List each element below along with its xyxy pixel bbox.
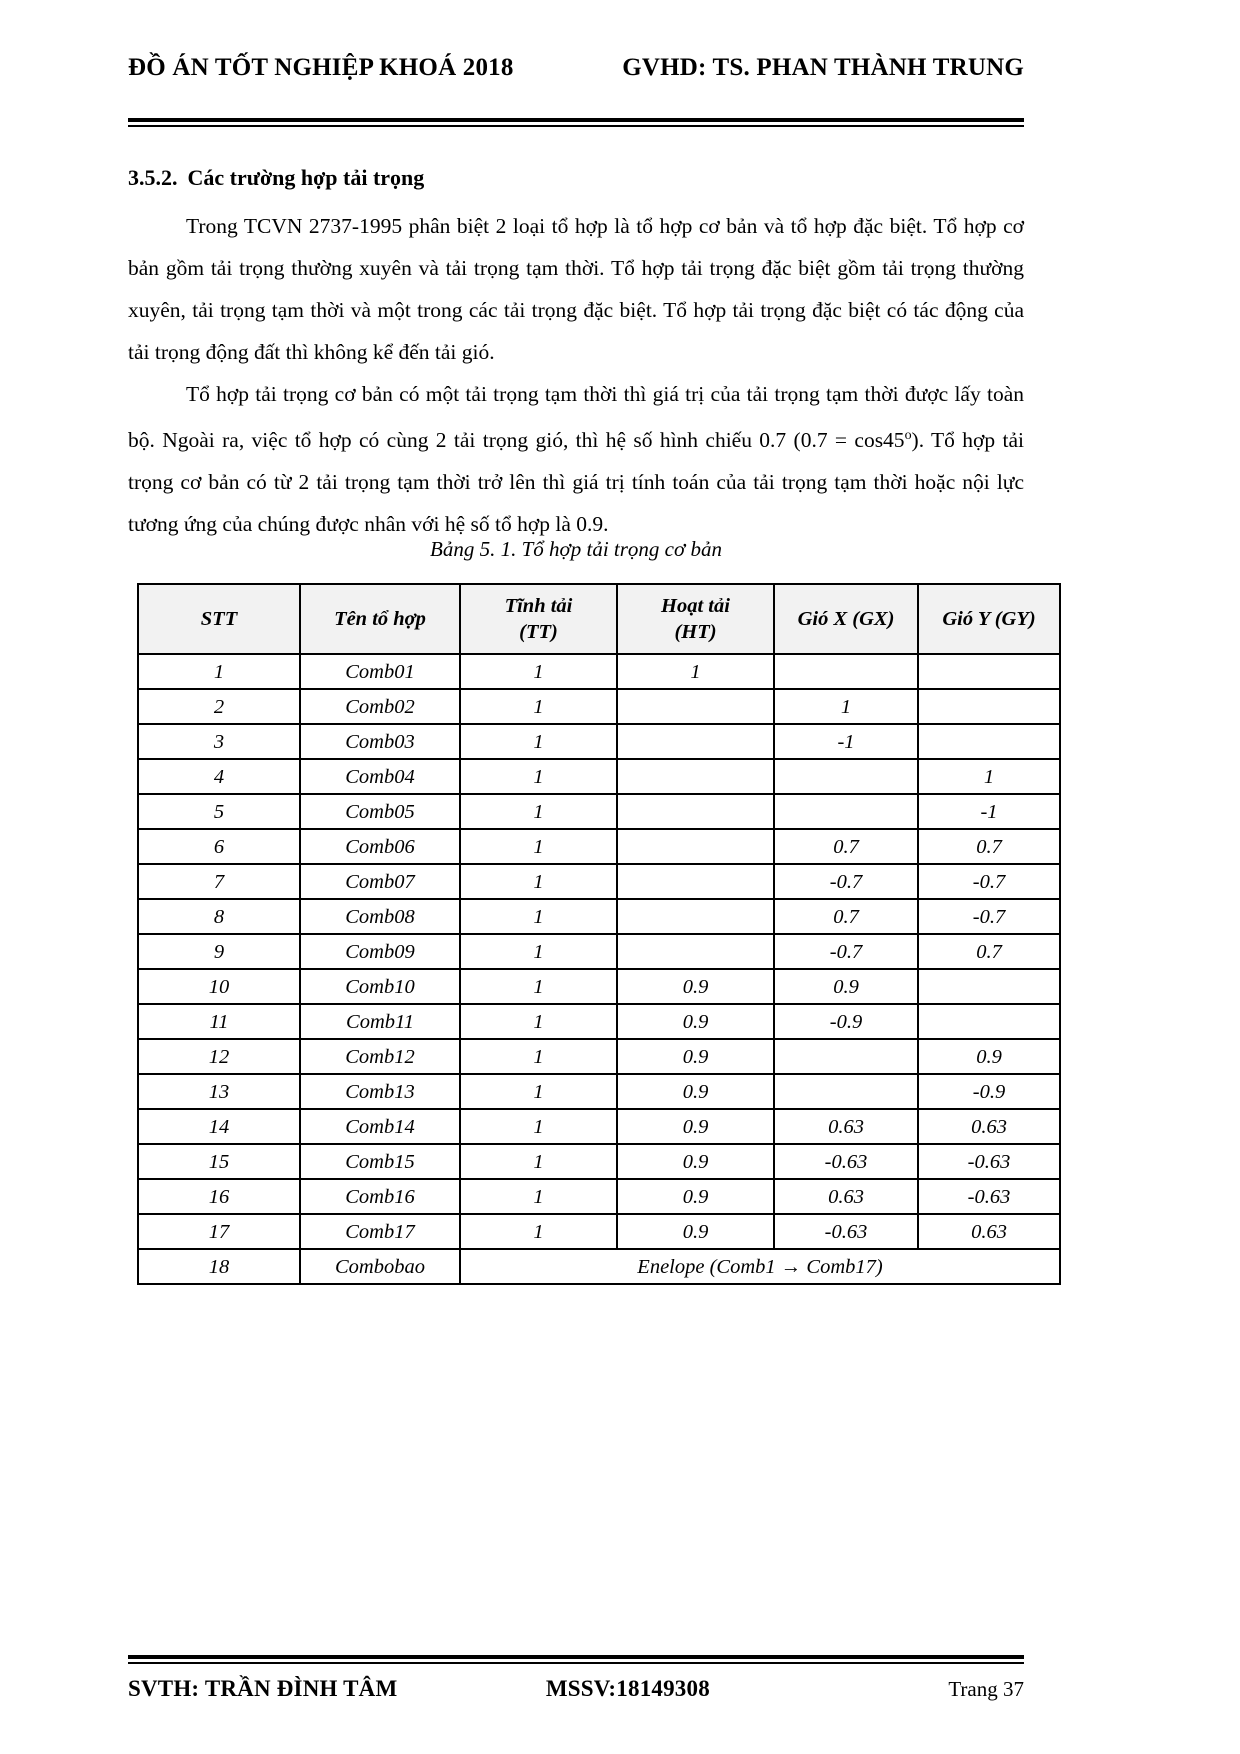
table-row — [138, 1214, 1060, 1249]
cell-ht: 0.9 — [617, 1074, 774, 1109]
cell-gx — [774, 654, 918, 689]
cell-ht — [617, 934, 774, 969]
table-caption: Bảng 5. 1. Tổ hợp tải trọng cơ bản — [430, 537, 722, 561]
paragraph-2-part1: Tổ hợp tải trọng cơ bản có một tải trọng tạm thời thì giá trị của tải trọng tạm thời được lấy toàn bộ. Ngoài ra, việc tổ hợp có cùng 2 tải trọng gió, thì hệ số hình chiếu 0.7 (0.7 = cos45 — [128, 382, 1024, 453]
table-header-row — [138, 584, 1060, 654]
cell-gy: -0.9 — [918, 1074, 1060, 1109]
cell-gy: 0.7 — [918, 829, 1060, 864]
cell-gx: -1 — [774, 724, 918, 759]
section-title: Các trường hợp tải trọng — [187, 165, 425, 190]
cell-ht — [617, 864, 774, 899]
cell-ten: Comb05 — [300, 794, 460, 829]
cell-gy: -0.7 — [918, 899, 1060, 934]
cell-ht: 1 — [617, 654, 774, 689]
cell-ht — [617, 759, 774, 794]
cell-ht: 0.9 — [617, 969, 774, 1004]
cell-stt: 15 — [138, 1144, 300, 1179]
table-row — [138, 899, 1060, 934]
table-row — [138, 689, 1060, 724]
cell-ht: 0.9 — [617, 1004, 774, 1039]
column-header-ten-line1: Tên tổ hợp — [334, 608, 426, 630]
cell-ht — [617, 689, 774, 724]
cell-ten: Comb09 — [300, 934, 460, 969]
cell-ht: 0.9 — [617, 1144, 774, 1179]
cell-gy — [918, 969, 1060, 1004]
cell-gy: -0.7 — [918, 864, 1060, 899]
cell-tt: 1 — [460, 899, 617, 934]
cell-tt: 1 — [460, 1214, 617, 1249]
header-right-text: GVHD: TS. PHAN THÀNH TRUNG — [622, 54, 1024, 81]
cell-gx: 0.63 — [774, 1179, 918, 1214]
table-row — [138, 1109, 1060, 1144]
cell-ht — [617, 724, 774, 759]
cell-ht: 0.9 — [617, 1179, 774, 1214]
cell-gx: 0.7 — [774, 899, 918, 934]
cell-ten: Comb10 — [300, 969, 460, 1004]
cell-gx: 0.9 — [774, 969, 918, 1004]
cell-stt: 18 — [138, 1249, 300, 1284]
column-header-gio-y — [918, 584, 1060, 654]
cell-stt: 7 — [138, 864, 300, 899]
cell-gx — [774, 794, 918, 829]
column-header-tinh-tai-line1: Tĩnh tải — [504, 595, 573, 617]
cell-stt: 11 — [138, 1004, 300, 1039]
cell-gy: 0.9 — [918, 1039, 1060, 1074]
cell-tt: 1 — [460, 969, 617, 1004]
table-row-envelope — [138, 1249, 1060, 1284]
cell-tt: 1 — [460, 829, 617, 864]
cell-tt: 1 — [460, 934, 617, 969]
table-body — [138, 654, 1060, 1284]
column-header-stt-line1: STT — [200, 608, 238, 630]
cell-gy: -0.63 — [918, 1144, 1060, 1179]
cell-gy — [918, 654, 1060, 689]
table-row — [138, 759, 1060, 794]
cell-gy: -0.63 — [918, 1179, 1060, 1214]
cell-gx: 1 — [774, 689, 918, 724]
cell-stt: 17 — [138, 1214, 300, 1249]
cell-ten: Comb08 — [300, 899, 460, 934]
cell-gx: 0.63 — [774, 1109, 918, 1144]
cell-stt: 10 — [138, 969, 300, 1004]
cell-tt: 1 — [460, 759, 617, 794]
cell-gx — [774, 759, 918, 794]
cell-ht: 0.9 — [617, 1214, 774, 1249]
cell-gx — [774, 1039, 918, 1074]
page-footer — [128, 1676, 1024, 1702]
cell-ten: Comb16 — [300, 1179, 460, 1214]
cell-ten: Comb02 — [300, 689, 460, 724]
cell-tt: 1 — [460, 1074, 617, 1109]
cell-gy: 1 — [918, 759, 1060, 794]
table-row — [138, 1039, 1060, 1074]
column-header-gio-x-line1: Gió X (GX) — [797, 608, 895, 630]
cell-tt: 1 — [460, 654, 617, 689]
cell-ht — [617, 899, 774, 934]
load-combination-table-wrapper — [137, 583, 1036, 1285]
degree-symbol: o — [904, 428, 912, 443]
cell-ten: Comb14 — [300, 1109, 460, 1144]
table-row — [138, 1074, 1060, 1109]
table-row — [138, 864, 1060, 899]
table-row — [138, 934, 1060, 969]
column-header-gio-y-line1: Gió Y (GY) — [942, 608, 1036, 630]
cell-gy — [918, 1004, 1060, 1039]
cell-tt: 1 — [460, 1144, 617, 1179]
cell-stt: 14 — [138, 1109, 300, 1144]
cell-ht — [617, 794, 774, 829]
cell-ten: Comb15 — [300, 1144, 460, 1179]
paragraph-1: Trong TCVN 2737-1995 phân biệt 2 loại tổ hợp là tổ hợp cơ bản và tổ hợp đặc biệt. Tổ hợp cơ bản gồm tải trọng thường xuyên và tải trọng tạm thời. Tổ hợp tải trọng đặc biệt gồm tải trọng thường xuyên, tải trọng tạm thời và một trong các tải trọng đặc biệt. Tổ hợp tải trọng đặc biệt có tác động của tải trọng động đất thì không kể đến tải gió. — [128, 214, 1024, 364]
cell-ten: Combobao — [300, 1249, 460, 1284]
cell-ten: Comb04 — [300, 759, 460, 794]
column-header-gio-x — [774, 584, 918, 654]
paragraph-2-part2: ). Tổ hợp tải trọng cơ bản có từ 2 tải trọng tạm thời trở lên thì giá trị tính toán của tải trọng tạm thời hoặc nội lực tương ứng của chúng được nhân với hệ số tổ hợp là 0.9. — [128, 428, 1024, 537]
footer-student-name: SVTH: TRẦN ĐÌNH TÂM — [128, 1676, 398, 1701]
cell-gx: 0.7 — [774, 829, 918, 864]
footer-student-id: MSSV:18149308 — [545, 1676, 710, 1701]
cell-ht: 0.9 — [617, 1039, 774, 1074]
cell-tt: 1 — [460, 864, 617, 899]
page-header — [128, 54, 1024, 82]
column-header-hoat-tai — [617, 584, 774, 654]
cell-gx: -0.9 — [774, 1004, 918, 1039]
section-number: 3.5.2. — [128, 165, 178, 190]
cell-gy: 0.63 — [918, 1214, 1060, 1249]
table-header — [138, 584, 1060, 654]
column-header-hoat-tai-line2: (HT) — [674, 621, 717, 643]
table-row — [138, 724, 1060, 759]
footer-divider — [128, 1655, 1024, 1664]
cell-ten: Comb07 — [300, 864, 460, 899]
paragraph-block-2 — [128, 373, 1024, 545]
table-row — [138, 794, 1060, 829]
cell-stt: 2 — [138, 689, 300, 724]
column-header-tinh-tai — [460, 584, 617, 654]
cell-stt: 1 — [138, 654, 300, 689]
cell-gx: -0.63 — [774, 1144, 918, 1179]
cell-tt: 1 — [460, 794, 617, 829]
cell-ten: Comb03 — [300, 724, 460, 759]
header-divider — [128, 118, 1024, 127]
cell-stt: 5 — [138, 794, 300, 829]
cell-tt: 1 — [460, 689, 617, 724]
cell-ten: Comb13 — [300, 1074, 460, 1109]
header-rule-thin — [128, 125, 1024, 127]
cell-ten: Comb12 — [300, 1039, 460, 1074]
cell-gx: -0.7 — [774, 934, 918, 969]
table-row — [138, 1004, 1060, 1039]
paragraph-block-1 — [128, 205, 1024, 373]
cell-gy: -1 — [918, 794, 1060, 829]
cell-envelope: Enelope (Comb1 → Comb17) — [460, 1249, 1060, 1284]
cell-gy: 0.63 — [918, 1109, 1060, 1144]
table-row — [138, 1144, 1060, 1179]
cell-gx: -0.7 — [774, 864, 918, 899]
cell-gx — [774, 1074, 918, 1109]
cell-ht: 0.9 — [617, 1109, 774, 1144]
cell-gy: 0.7 — [918, 934, 1060, 969]
cell-ten: Comb01 — [300, 654, 460, 689]
cell-stt: 9 — [138, 934, 300, 969]
cell-stt: 6 — [138, 829, 300, 864]
cell-tt: 1 — [460, 724, 617, 759]
column-header-tinh-tai-line2: (TT) — [519, 621, 558, 643]
cell-stt: 8 — [138, 899, 300, 934]
cell-gy — [918, 724, 1060, 759]
paragraph-2 — [128, 373, 1024, 545]
column-header-ten-to-hop — [300, 584, 460, 654]
cell-stt: 16 — [138, 1179, 300, 1214]
cell-stt: 12 — [138, 1039, 300, 1074]
cell-ht — [617, 829, 774, 864]
column-header-hoat-tai-line1: Hoạt tải — [661, 595, 730, 617]
column-header-stt — [138, 584, 300, 654]
table-row — [138, 654, 1060, 689]
cell-ten: Comb06 — [300, 829, 460, 864]
cell-ten: Comb17 — [300, 1214, 460, 1249]
cell-stt: 13 — [138, 1074, 300, 1109]
footer-page-number: Trang 37 — [948, 1677, 1024, 1701]
table-row — [138, 969, 1060, 1004]
cell-tt: 1 — [460, 1179, 617, 1214]
footer-rule-thin — [128, 1662, 1024, 1664]
cell-gy — [918, 689, 1060, 724]
section-heading — [128, 165, 424, 191]
table-row — [138, 1179, 1060, 1214]
cell-tt: 1 — [460, 1004, 617, 1039]
cell-stt: 4 — [138, 759, 300, 794]
cell-ten: Comb11 — [300, 1004, 460, 1039]
cell-tt: 1 — [460, 1039, 617, 1074]
header-left-text: ĐỒ ÁN TỐT NGHIỆP KHOÁ 2018 — [128, 54, 514, 81]
cell-gx: -0.63 — [774, 1214, 918, 1249]
table-row — [138, 829, 1060, 864]
cell-stt: 3 — [138, 724, 300, 759]
load-combination-table — [137, 583, 1061, 1285]
cell-tt: 1 — [460, 1109, 617, 1144]
